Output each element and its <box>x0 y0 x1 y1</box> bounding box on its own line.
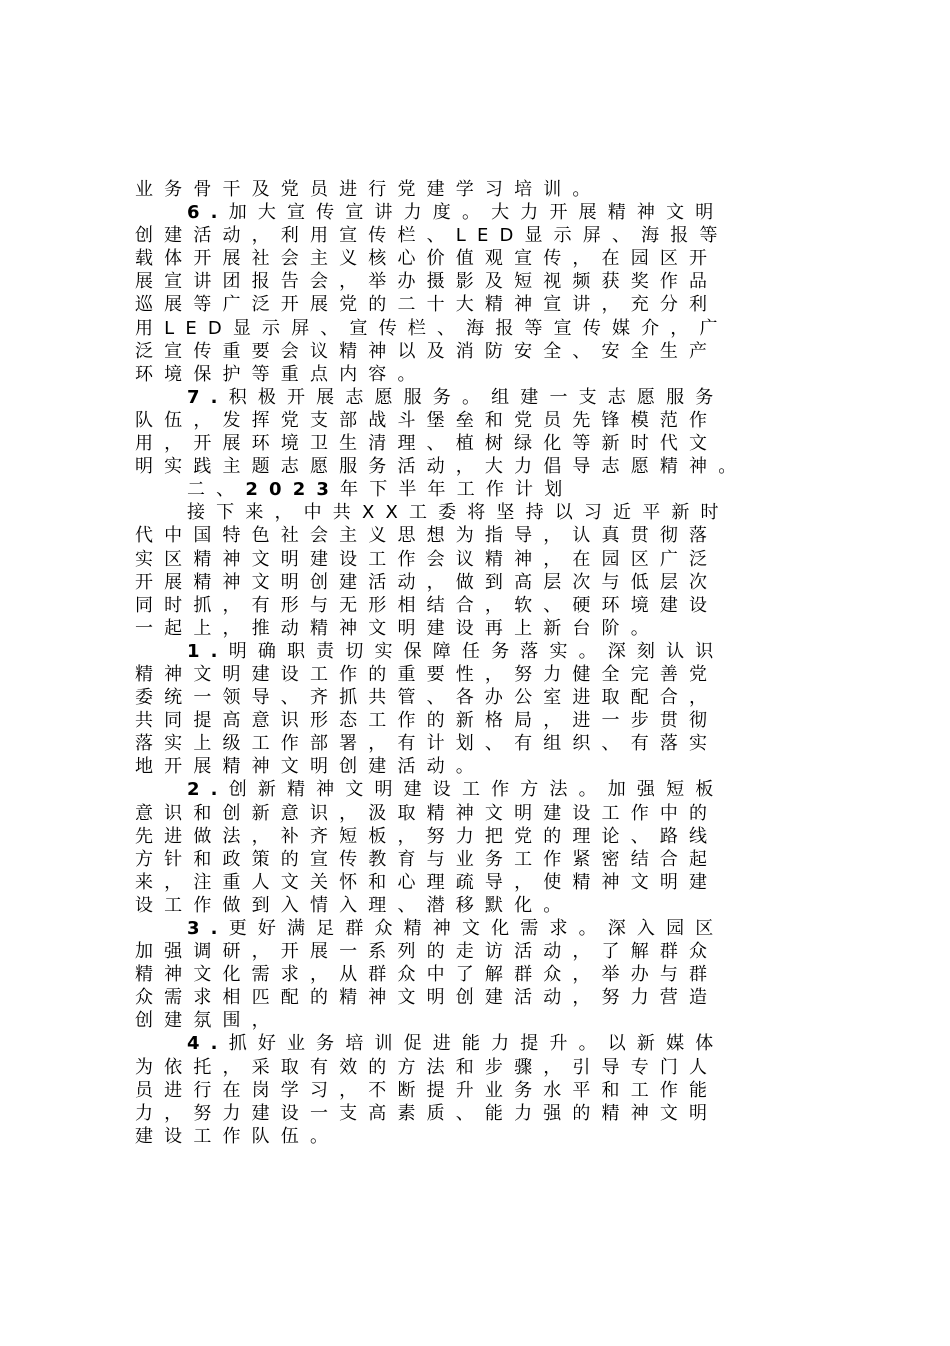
body-line: 加强调研，开展一系列的走访活动，了解群众 <box>135 941 719 963</box>
document-body <box>135 178 825 1148</box>
item-number: 7. <box>187 386 229 408</box>
section-number: 二、 <box>187 479 246 501</box>
body-line: 泛宣传重要会议精神以及消防安全、安全生产 <box>135 340 719 362</box>
item-3-heading <box>135 917 825 940</box>
body-line: 载体开展社会主义核心价值观宣传，在园区开 <box>135 248 719 270</box>
body-line: 来，注重人文关怀和心理疏导，使精神文明建 <box>135 871 719 893</box>
body-line: 同时抓，有形与无形相结合，软、硬环境建设 <box>135 594 719 616</box>
body-line: 设工作做到入情入理、潜移默化。 <box>135 894 573 916</box>
item-2-heading <box>135 778 825 801</box>
item-text: 更好满足群众精神文化需求。深入园区 <box>228 918 725 939</box>
body-line: 员进行在岗学习，不断提升业务水平和工作能 <box>135 1079 719 1101</box>
item-text: 明确职责切实保障任务落实。深刻认识 <box>228 640 725 662</box>
item-7-heading <box>135 386 825 409</box>
body-line: 实区精神文明建设工作会议精神，在园区广泛 <box>135 548 719 570</box>
item-text: 加大宣传宣讲力度。大力开展精神文明 <box>228 202 725 224</box>
body-line: 委统一领导、齐抓共管、各办公室进取配合， <box>135 687 719 709</box>
body-line: 先进做法，补齐短板，努力把党的理论、路线 <box>135 825 719 847</box>
body-line: 地开展精神文明创建活动。 <box>135 756 485 778</box>
body-line: 共同提高意识形态工作的新格局，进一步贯彻 <box>135 710 719 732</box>
item-text: 积极开展志愿服务。组建一支志愿服务 <box>228 386 725 408</box>
body-line: 力，努力建设一支高素质、能力强的精神文明 <box>135 1102 719 1124</box>
body-line: 精神文明建设工作的重要性，努力健全完善党 <box>135 663 719 685</box>
body-line: 方针和政策的宣传教育与业务工作紧密结合起 <box>135 848 719 870</box>
body-line: 众需求相匹配的精神文明创建活动，努力营造 <box>135 987 719 1009</box>
item-number: 4. <box>187 1033 229 1055</box>
body-line: 明实践主题志愿服务活动，大力倡导志愿精神。 <box>135 456 748 478</box>
body-line: 落实上级工作部署，有计划、有组织、有落实 <box>135 733 719 755</box>
section-title: 年下半年工作计划 <box>340 479 574 501</box>
body-line: 展宣讲团报告会，举办摄影及短视频获奖作品 <box>135 271 719 293</box>
item-number: 1. <box>187 640 229 662</box>
body-line: 用，开展环境卫生清理、植树绿化等新时代文 <box>135 433 719 455</box>
body-line: 环境保护等重点内容。 <box>135 363 427 385</box>
item-4-heading <box>135 1032 825 1055</box>
body-line: 一起上，推动精神文明建设再上新台阶。 <box>135 617 660 639</box>
item-number: 2. <box>187 779 229 801</box>
item-text: 抓好业务培训促进能力提升。以新媒体 <box>228 1033 725 1055</box>
body-line: 意识和创新意识，汲取精神文明建设工作中的 <box>135 802 719 824</box>
item-text: 创新精神文明建设工作方法。加强短板 <box>228 779 725 801</box>
body-line: 队伍，发挥党支部战斗堡垒和党员先锋模范作 <box>135 409 719 431</box>
body-line: 开展精神文明创建活动，做到高层次与低层次 <box>135 571 719 593</box>
body-line: 为依托，采取有效的方法和步骤，引导专门人 <box>135 1056 719 1078</box>
paragraph-first-line: 接下来，中共XX工委将坚持以习近平新时 <box>187 502 730 524</box>
body-line: 业务骨干及党员进行党建学习培训。 <box>135 179 602 200</box>
body-line: 用LED显示屏、宣传栏、海报等宣传媒介，广 <box>135 317 729 339</box>
body-line: 巡展等广泛开展党的二十大精神宣讲，充分利 <box>135 294 719 316</box>
item-6-heading <box>135 201 825 224</box>
body-line: 创建活动，利用宣传栏、LED显示屏、海报等 <box>135 225 729 247</box>
body-line: 创建氛围， <box>135 1010 281 1032</box>
item-number: 3. <box>187 918 229 939</box>
item-number: 6. <box>187 202 229 224</box>
section-year: 2023 <box>245 479 341 501</box>
section-heading <box>135 478 825 501</box>
body-line: 建设工作队伍。 <box>135 1125 340 1147</box>
item-1-heading <box>135 640 825 663</box>
body-line: 代中国特色社会主义思想为指导，认真贯彻落 <box>135 525 719 547</box>
body-line: 精神文化需求，从群众中了解群众，举办与群 <box>135 964 719 986</box>
